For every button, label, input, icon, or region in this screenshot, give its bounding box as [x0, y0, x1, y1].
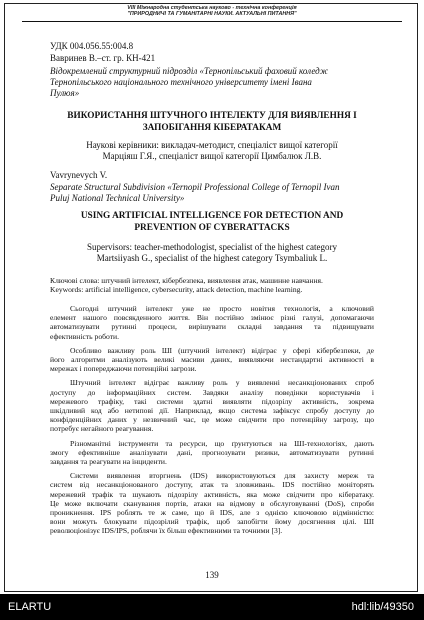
paragraph [50, 471, 374, 535]
handle-link[interactable]: hdl:lib/49350 [351, 601, 414, 613]
udk-code: УДК 004.056.55:004.8 [50, 41, 134, 51]
title-ua [50, 111, 374, 134]
body-text [50, 304, 374, 536]
supervisors-en [50, 242, 374, 264]
paragraph-line: мережевого трафіку, такі системи здатні виявляти підозрілу активність, зокрема [50, 396, 374, 406]
title-en-line: PREVENTION OF CYBERATTACKS [134, 222, 290, 233]
keywords-ua: Ключові слова: штучний інтелект, кібербезпека, виявлення атак, машинне навчання. [50, 276, 323, 285]
paragraph-line: Різноманітні інструменти та ресурси, що ґрунтуються на ШІ-технологіях, дають [70, 438, 374, 448]
supervisors-ua [50, 140, 374, 162]
title-en [50, 211, 374, 234]
paragraph [50, 346, 374, 374]
affiliation-ua-line: Пулюя» [50, 88, 80, 98]
paragraph-line: елемент нашого повсякденного життя. Він постійно змінює різні галузі, допомагаючи [50, 313, 374, 323]
paragraph-line: змогу ефективніше аналізувати дані, прогнозувати ризики, автоматизувати рутинні [50, 447, 374, 457]
supervisors-ua-line: Наукові керівники: викладач-методист, спеціаліст вищої категорії [86, 140, 338, 150]
keywords [50, 276, 374, 294]
conference-header-line1: VIII Міжнародна студентська науково - технічна конференція [127, 5, 297, 11]
keywords-en: Keywords: artificial intelligence, cybersecurity, attack detection, machine learning. [50, 285, 303, 295]
paragraph-line: Системи виявлення вторгнень (IDS) використовуються для захисту мереж та [70, 471, 374, 481]
supervisors-ua-line: Марціяш Г.Я., спеціаліст вищої категорії Цимбалюк Л.В. [102, 151, 322, 161]
header-divider [22, 21, 402, 22]
paragraph-line: Сьогодні штучний інтелект уже не просто новітня технологія, а ключовий [70, 304, 374, 313]
title-en-line: USING ARTIFICIAL INTELLIGENCE FOR DETECTION AND [80, 211, 344, 221]
paragraph-line: потребує негайного реагування. [50, 424, 154, 434]
paragraph-line: конфіденційних даних у незвичний час, це може свідчити про потенційну загрозу, що [50, 415, 374, 425]
paragraph-line: революціонізує IDS/IPS, роблячи їх більш ефективними та точними [3]. [50, 526, 283, 536]
supervisors-en-line: Martsiiyash G., specialist of the highest category Tsymbaliuk L. [96, 253, 328, 263]
paragraph-line: вони можуть блокувати підозрілий трафік, щоб запобігти йому досягнення цілі. ШІ [50, 517, 374, 527]
affiliation-ua-line: Відокремлений структурний підрозділ «Тернопільський фаховий коледж [50, 66, 329, 76]
paragraph-line: мережевий трафік та шукають підозрілу активність, яка може свідчити про кібератаку. [50, 489, 374, 499]
paragraph-line: автоматизувати рутинні процеси, вирішувати складні завдання та підвищувати [50, 322, 374, 332]
paragraph-line: систем від несанкціонованого доступу, атак та зловживань. IDS постійно моніторять [50, 480, 374, 490]
title-ua-line: ВИКОРИСТАННЯ ШТУЧНОГО ІНТЕЛЕКТУ ДЛЯ ВИЯВЛЕННЯ І [67, 111, 357, 121]
paragraph [50, 439, 374, 467]
paragraph-line: Штучний інтелект відіграє важливу роль у виявленні несанкціонованих спроб [70, 378, 374, 388]
supervisors-en-line: Supervisors: teacher-methodologist, specialist of the highest category [86, 242, 337, 252]
affiliation-en-line: Separate Structural Subdivision «Ternopil Professional College of Ternopil Ivan [50, 182, 340, 192]
paragraph-line: доступу до інформаційних систем. Завдяки аналізу поведінки користувачів і [50, 387, 374, 397]
author-en: Vavrynevych V. [50, 170, 108, 180]
paragraph-line: мережах і попереджаючи потенційні загрози. [50, 364, 197, 374]
title-ua-line: ЗАПОБІГАННЯ КІБЕРАТАКАМ [142, 122, 282, 133]
repository-name: ELARTU [8, 601, 52, 613]
affiliation-ua [50, 66, 374, 99]
paragraph-line: ефективність роботи. [50, 331, 119, 341]
affiliation-en [50, 182, 374, 204]
paragraph [50, 378, 374, 433]
conference-header [0, 5, 424, 18]
repository-footer [0, 594, 424, 620]
affiliation-en-line: Puluj National Technical University» [50, 193, 185, 203]
paragraph-line: проникнення. IPS роблять те ж саме, що й IDS, але з однією ключовою відмінністю: [50, 508, 374, 518]
page-number: 139 [205, 570, 219, 580]
paragraph-line: завдання та реагувати на інциденти. [50, 457, 167, 467]
paragraph-line: Це може включати сканування портів, атаки на відмову в обслуговуванні (DoS), спроби [50, 498, 374, 508]
affiliation-ua-line: Тернопільського національного технічного університету імені Івана [50, 77, 312, 87]
paragraph-line: шкідливий код або нетипові дії. Наприклад, якщо система зафіксує спробу доступу до [50, 406, 374, 416]
paragraph [50, 304, 374, 341]
conference-header-line2: "ПРИРОДНИЧІ ТА ГУМАНІТАРНІ НАУКИ. АКТУАЛЬНІ ПИТАННЯ" [127, 11, 297, 18]
author-ua: Вавринев В.–ст. гр. КН-421 [50, 53, 156, 63]
paragraph-line: його алгоритми аналізують великі масиви даних, виявляючи нестандартні активності в [50, 355, 374, 365]
paragraph-line: Особливо важливу роль ШІ (штучний інтелект) відіграє у сфері кібербезпеки, де [70, 345, 374, 355]
